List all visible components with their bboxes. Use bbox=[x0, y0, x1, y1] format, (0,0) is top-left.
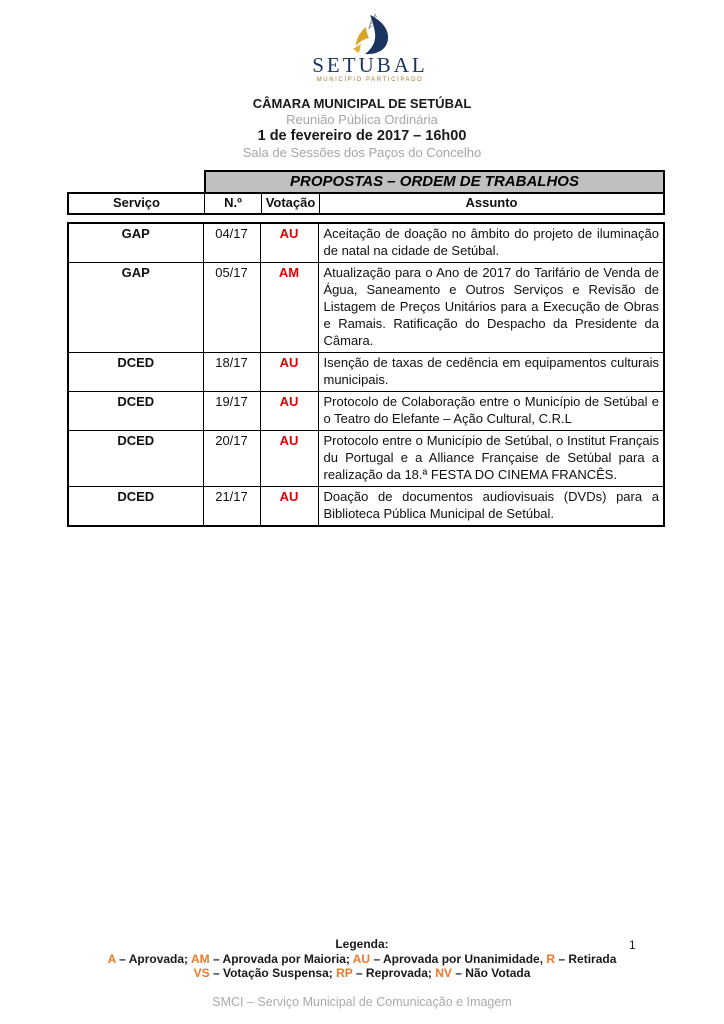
cell-votacao: AU bbox=[260, 431, 318, 487]
table-row bbox=[68, 392, 664, 431]
municipality-name: CÂMARA MUNICIPAL DE SETÚBAL bbox=[252, 96, 472, 111]
table-row bbox=[68, 353, 664, 392]
legend-line-2 bbox=[0, 966, 724, 981]
table-row bbox=[68, 263, 664, 353]
cell-votacao: AU bbox=[260, 223, 318, 263]
table-row bbox=[68, 223, 664, 263]
municipality-logo bbox=[0, 0, 724, 84]
legend-code: RP bbox=[336, 966, 353, 980]
cell-votacao: AU bbox=[260, 487, 318, 527]
legend-line-1 bbox=[0, 952, 724, 967]
cell-servico: DCED bbox=[68, 353, 203, 392]
legend-text: – Aprovada por Maioria; bbox=[209, 951, 353, 966]
cell-numero: 04/17 bbox=[203, 223, 260, 263]
table-row bbox=[68, 431, 664, 487]
cell-servico: DCED bbox=[68, 487, 203, 527]
cell-votacao: AU bbox=[260, 392, 318, 431]
legend-text: – Aprovada; bbox=[115, 951, 191, 966]
cell-servico: GAP bbox=[68, 263, 203, 353]
legend-code: R bbox=[546, 951, 556, 966]
legend-code: AM bbox=[190, 951, 210, 966]
cell-assunto: Doação de documentos audiovisuais (DVDs) para a Biblioteca Pública Municipal de Setúbal. bbox=[318, 487, 664, 527]
logo-swoosh-icon bbox=[339, 13, 397, 55]
cell-numero: 05/17 bbox=[203, 263, 260, 353]
page-number: 1 bbox=[629, 938, 636, 952]
logo-wordmark: SETUBAL bbox=[312, 53, 428, 77]
cell-assunto: Protocolo entre o Município de Setúbal, o Institut Français du Portugal e a Alliance Française de Setúbal para a realização da 18.ª FESTA DO CINEMA FRANCÊS. bbox=[318, 431, 664, 487]
column-header-numero: N.º bbox=[204, 194, 261, 213]
cell-assunto: Isenção de taxas de cedência em equipamentos culturais municipais. bbox=[318, 353, 664, 392]
legend-code: NV bbox=[435, 966, 452, 980]
table-header-row bbox=[67, 192, 665, 215]
cell-votacao: AM bbox=[260, 263, 318, 353]
cell-servico: DCED bbox=[68, 431, 203, 487]
column-header-assunto: Assunto bbox=[319, 194, 663, 213]
legend-text: – Não Votada bbox=[451, 966, 531, 980]
meeting-type: Reunião Pública Ordinária bbox=[286, 112, 438, 127]
cell-assunto: Atualização para o Ano de 2017 do Tarifário de Venda de Água, Saneamento e Outros Serviços e Revisão de Listagem de Preços Unitários para a Execução de Obras e Ramais. Ratificação do Despacho da Presidente da Câmara. bbox=[318, 263, 664, 353]
legend-text: – Retirada bbox=[555, 951, 617, 966]
column-header-servico: Serviço bbox=[113, 195, 160, 210]
cell-numero: 18/17 bbox=[203, 353, 260, 392]
meeting-location: Sala de Sessões dos Paços do Concelho bbox=[242, 145, 482, 160]
cell-assunto: Aceitação de doação no âmbito do projeto de iluminação de natal na cidade de Setúbal. bbox=[318, 223, 664, 263]
legend-text: – Reprovada; bbox=[352, 966, 436, 980]
legend-code: VS bbox=[193, 966, 210, 980]
cell-assunto: Protocolo de Colaboração entre o Município de Setúbal e o Teatro do Elefante – Ação Cultural, C.R.L bbox=[318, 392, 664, 431]
legend-code: AU bbox=[352, 951, 371, 966]
footer-service-credit: SMCI – Serviço Municipal de Comunicação e Imagem bbox=[212, 995, 512, 1009]
legend-text: – Votação Suspensa; bbox=[209, 966, 337, 980]
document-header bbox=[0, 96, 724, 161]
cell-numero: 20/17 bbox=[203, 431, 260, 487]
table-title: PROPOSTAS – ORDEM DE TRABALHOS bbox=[204, 170, 665, 192]
legend bbox=[0, 937, 724, 981]
cell-votacao: AU bbox=[260, 353, 318, 392]
legend-text: – Aprovada por Unanimidade, bbox=[370, 951, 547, 966]
proposals-section bbox=[67, 170, 665, 527]
meeting-datetime: 1 de fevereiro de 2017 – 16h00 bbox=[257, 128, 467, 144]
logo-tagline: MUNICÍPIO PARTICIPADO bbox=[316, 77, 424, 83]
cell-servico: GAP bbox=[68, 223, 203, 263]
proposals-table bbox=[67, 222, 665, 527]
cell-servico: DCED bbox=[68, 392, 203, 431]
column-header-votacao: Votação bbox=[261, 194, 319, 213]
legend-code: A bbox=[107, 951, 116, 966]
legend-title: Legenda: bbox=[335, 937, 389, 951]
table-row bbox=[68, 487, 664, 527]
cell-numero: 19/17 bbox=[203, 392, 260, 431]
cell-numero: 21/17 bbox=[203, 487, 260, 527]
